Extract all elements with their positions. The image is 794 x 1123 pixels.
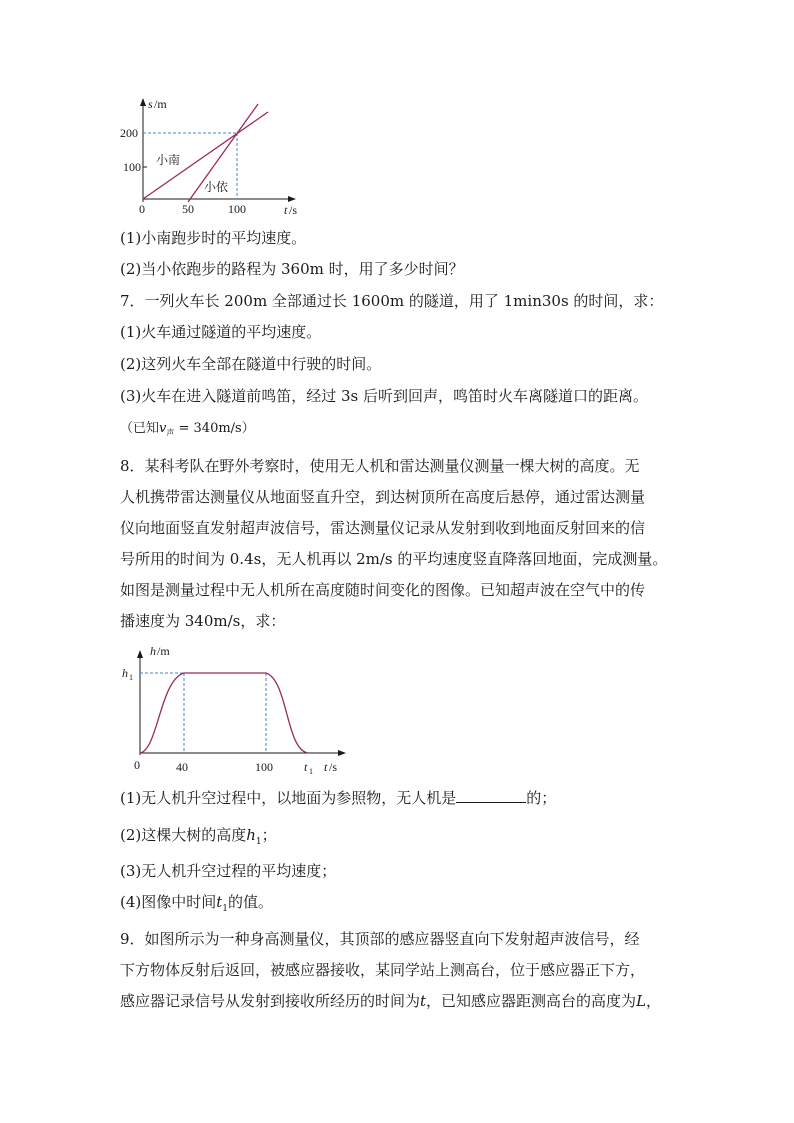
label-xiaonan: 小南	[156, 153, 181, 167]
xlabel-unit: /s	[329, 760, 338, 774]
q8-item-4: (4)图像中时间$t_1$的值。	[120, 893, 274, 914]
xtick-50: 50	[182, 202, 194, 216]
q9-stem: 9．如图所示为一种身高测量仪，其顶部的感应器竖直向下发射超声波信号，经 下方物体反射后返回，被感应器接收，某同学站上测高台，位于感应器正下方， 感应器记录信号从发射到接收所经历的时间为t，已知感应器距测高台的高度为L，	[120, 930, 662, 1010]
ylabel-unit: /m	[154, 97, 167, 111]
answer-blank[interactable]	[456, 788, 526, 803]
q7-item-1: (1)火车通过隧道的平均速度。	[120, 323, 322, 341]
q8-stem: 8．某科考队在野外考察时，使用无人机和雷达测量仪测量一棵大树的高度。无 人机携带雷达测量仪从地面竖直升空，到达树顶所在高度后悬停，通过雷达测量 仪向地面竖直发射超声波信号，雷达测量仪记录从发射到收到地面反射回来的信 号所用的时间为 0.4s，无人机再以 2m/s 的平均速度竖直降落回地面，完成测量。 如图是测量过程中无人机所在高度随时间变化的图像。已知超声波在空气中的传 播速度为 340m/s，求：	[120, 457, 668, 630]
ytick-200: 200	[120, 126, 138, 140]
q6-item-1: (1)小南跑步时的平均速度。	[120, 229, 307, 247]
q7-item-3: (3)火车在进入隧道前鸣笛，经过 3s 后听到回声，鸣笛时火车离隧道口的距离。	[120, 387, 649, 405]
xtick-0: 0	[134, 758, 140, 772]
ylabel-var: h	[150, 644, 156, 658]
q8-item-1: (1)无人机升空过程中，以地面为参照物，无人机是 的；	[120, 789, 557, 807]
q8-item-3: (3)无人机升空过程的平均速度；	[120, 862, 337, 880]
ytick-h1-sub: 1	[129, 673, 133, 682]
st-graph	[118, 92, 308, 222]
xtick-100: 100	[228, 202, 246, 216]
x-axis-arrow	[338, 750, 346, 756]
label-xiaoyi: 小依	[204, 180, 229, 194]
y-axis-arrow	[140, 98, 146, 106]
xlabel-unit: /s	[289, 203, 298, 217]
q6-item-2: (2)当小依跑步的路程为 360m 时，用了多少时间？	[120, 260, 464, 278]
xtick-t1-sub: 1	[309, 767, 313, 776]
q7-stem: 7．一列火车长 200m 全部通过长 1600m 的隧道，用了 1min30s 的时间，求：	[120, 292, 664, 310]
height-curve	[140, 673, 308, 753]
xtick-100: 100	[255, 760, 273, 774]
xtick-t1: t	[304, 760, 308, 774]
q8-item-2: (2)这棵大树的高度$h_1$；	[120, 826, 277, 847]
xtick-40: 40	[176, 760, 188, 774]
x-axis-arrow	[288, 196, 296, 202]
ytick-100: 100	[123, 160, 141, 174]
y-axis-arrow	[137, 650, 143, 658]
ylabel-unit: /m	[157, 644, 170, 658]
ytick-h1: h	[122, 666, 128, 680]
q7-item-2: (2)这列火车全部在隧道中行驶的时间。	[120, 355, 382, 373]
xtick-0: 0	[139, 202, 145, 216]
xlabel-var: t	[324, 760, 328, 774]
ylabel-var: s	[148, 97, 153, 111]
xlabel-var: t	[284, 203, 288, 217]
q7-note: （已知$v_声 = 340m/s$）	[120, 421, 255, 438]
ht-graph	[118, 640, 353, 780]
